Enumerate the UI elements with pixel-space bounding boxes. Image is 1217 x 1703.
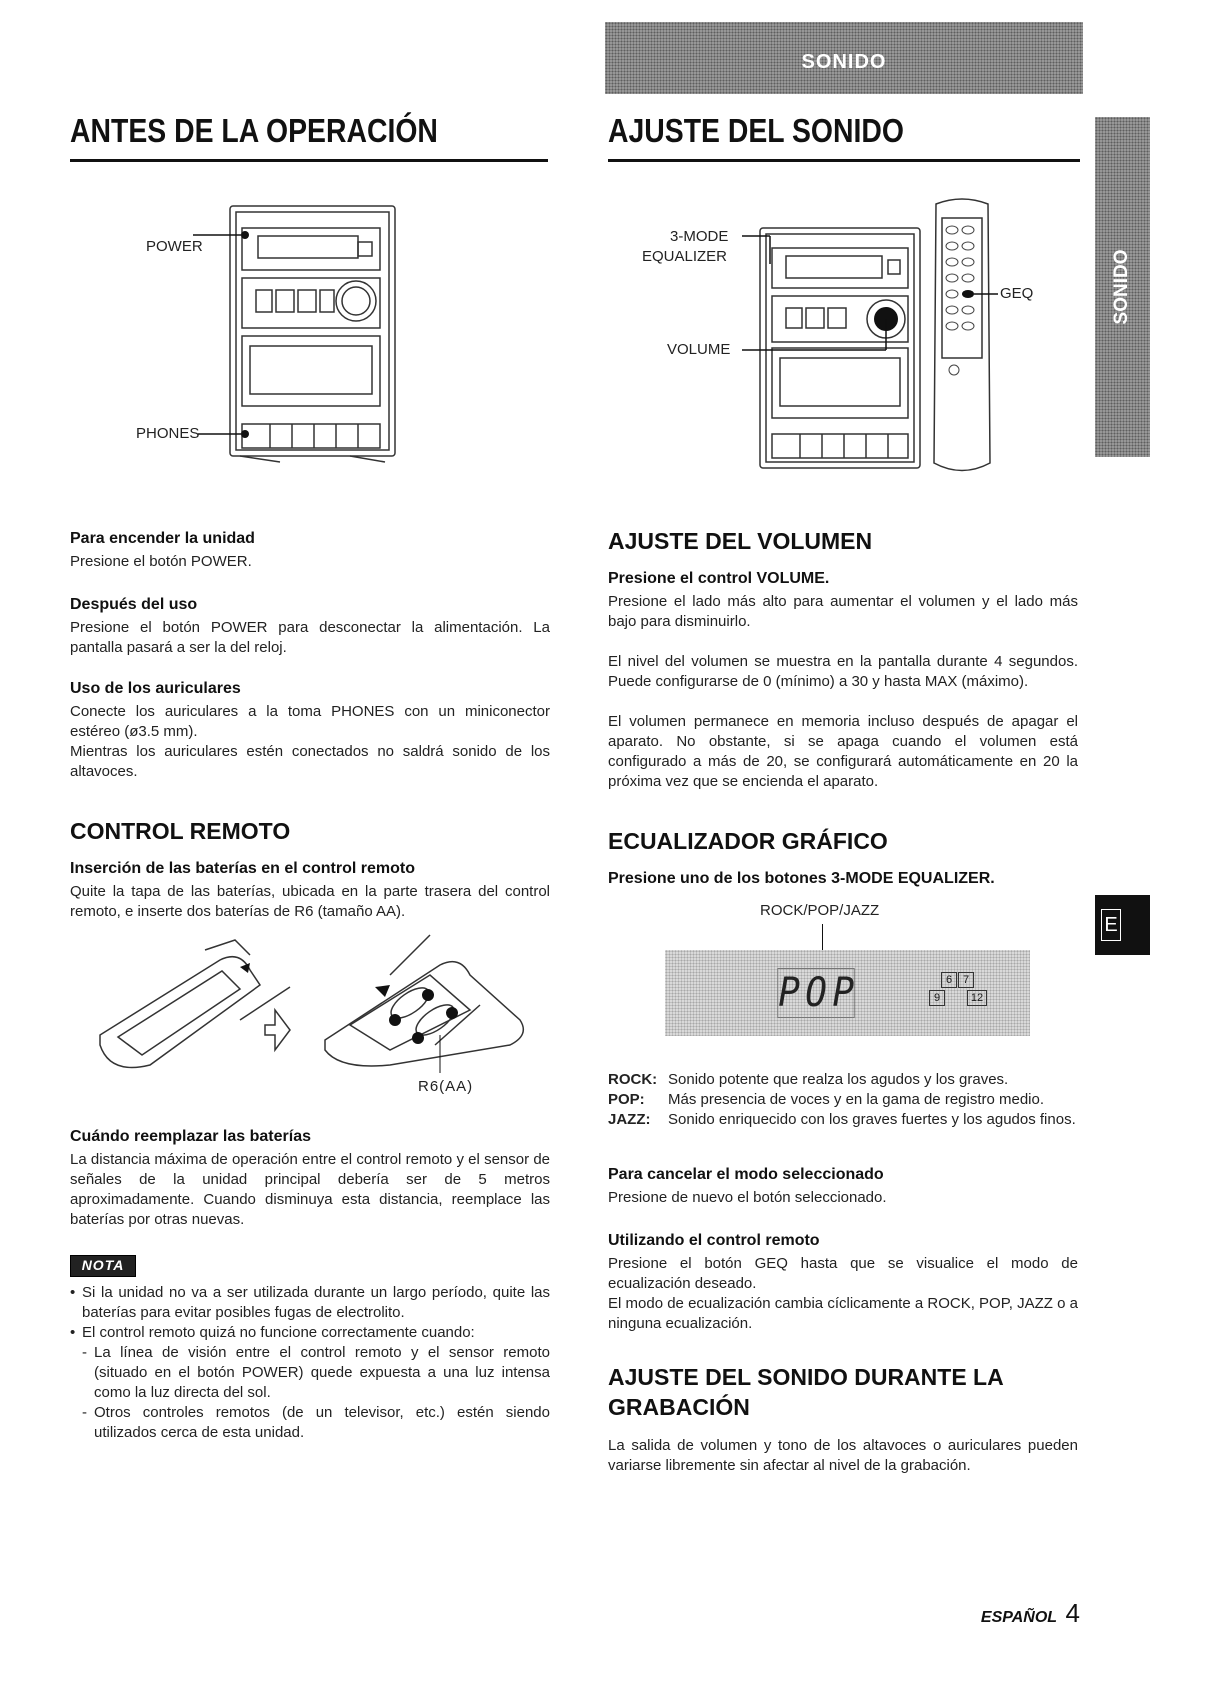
section-banner bbox=[605, 22, 1083, 94]
lcd-indicator-6: 6 bbox=[941, 972, 957, 988]
eq-def-key: ROCK: bbox=[608, 1071, 658, 1088]
volume-callout-label: VOLUME bbox=[667, 341, 731, 358]
eq-def-value: Sonido enriquecido con los graves fuertes y los agudos finos. bbox=[668, 1111, 1076, 1128]
volume-text-2: El nivel del volumen se muestra en la pantalla durante 4 segundos. Puede configurarse de 0 (mínimo) a 30 y hasta MAX (máximo). bbox=[608, 653, 1078, 690]
eq-def-value: Más presencia de voces y en la gama de registro medio. bbox=[668, 1091, 1045, 1108]
volume-section-title: AJUSTE DEL VOLUMEN bbox=[608, 528, 873, 554]
note-item-text: El control remoto quizá no funcione correctamente cuando: bbox=[82, 1324, 475, 1341]
phones-callout-label: PHONES bbox=[136, 425, 200, 442]
lcd-display bbox=[665, 950, 1030, 1036]
battery-insert-heading: Inserción de las baterías en el control remoto bbox=[70, 860, 415, 877]
after-use-heading: Después del uso bbox=[70, 596, 198, 613]
eq-def-row bbox=[608, 1070, 1078, 1090]
side-tab bbox=[1095, 117, 1150, 457]
battery-replace-heading: Cuándo reemplazar las baterías bbox=[70, 1128, 311, 1145]
note-list bbox=[70, 1283, 550, 1443]
note-item-text: Si la unidad no va a ser utilizada durante un largo período, quite las baterías para evitar posibles fugas de electrolito. bbox=[82, 1284, 550, 1321]
display-callout-label: ROCK/POP/JAZZ bbox=[760, 902, 880, 919]
after-use-text: Presione el botón POWER para desconectar la alimentación. La pantalla pasará a ser la del reloj. bbox=[70, 619, 550, 656]
recording-section-title-line1: AJUSTE DEL SONIDO DURANTE LA bbox=[608, 1364, 1004, 1390]
note-item: • El control remoto quizá no funcione correctamente cuando: bbox=[70, 1324, 475, 1341]
geq-callout-label: GEQ bbox=[1000, 285, 1034, 302]
lcd-indicator-9: 9 bbox=[929, 990, 945, 1006]
lcd-indicator-7: 7 bbox=[958, 972, 974, 988]
volume-heading: Presione el control VOLUME. bbox=[608, 570, 830, 587]
note-subitem-text: La línea de visión entre el control remoto y el sensor remoto (situado en el botón POWER) quede expuesta a una luz intensa como la luz directa del sol. bbox=[94, 1344, 550, 1401]
battery-insertion-figure bbox=[90, 925, 530, 1075]
volume-text-3: El volumen permanece en memoria incluso después de apagar el aparato. No obstante, si se apaga cuando el volumen está configurado a más de 20, se configurará automáticamente en 20 la próxima vez que se encienda el aparato. bbox=[608, 713, 1078, 790]
battery-replace-text: La distancia máxima de operación entre el control remoto y el sensor de señales de la unidad principal debería ser de 5 metros aproximadamente. Cuando disminuya esta distancia, reemplace las baterías por otras nuevas. bbox=[70, 1151, 550, 1228]
lcd-indicator-12: 12 bbox=[967, 990, 987, 1006]
cancel-mode-text: Presione de nuevo el botón seleccionado. bbox=[608, 1189, 887, 1206]
recording-text: La salida de volumen y tono de los altavoces o auriculares pueden variarse libremente sin afectar al nivel de la grabación. bbox=[608, 1437, 1078, 1474]
eq-mode-definitions bbox=[608, 1070, 1078, 1130]
eq-def-row bbox=[608, 1090, 1078, 1110]
remote-eq-text-2: El modo de ecualización cambia cíclicamente a ROCK, POP, JAZZ o a ninguna ecualización. bbox=[608, 1295, 1078, 1332]
headphones-heading: Uso de los auriculares bbox=[70, 680, 241, 697]
eq-def-row bbox=[608, 1110, 1078, 1130]
note-badge bbox=[70, 1255, 136, 1277]
remote-eq-heading: Utilizando el control remoto bbox=[608, 1232, 820, 1249]
language-tab-letter: E bbox=[1101, 909, 1121, 941]
note-subitem: - La línea de visión entre el control remoto y el sensor remoto (situado en el botón POWER) quede expuesta a una luz intensa como la luz directa del sol. bbox=[82, 1344, 550, 1401]
footer-language: ESPAÑOL bbox=[980, 1609, 1058, 1626]
power-callout-label: POWER bbox=[146, 238, 203, 255]
battery-size-label: R6(AA) bbox=[418, 1078, 474, 1095]
battery-insert-text: Quite la tapa de las baterías, ubicada en la parte trasera del control remoto, e inserte dos baterías de R6 (tamaño AA). bbox=[70, 883, 550, 920]
unit-and-remote-figure bbox=[740, 198, 1020, 480]
power-on-text: Presione el botón POWER. bbox=[70, 553, 252, 570]
banner-text: SONIDO bbox=[801, 51, 887, 73]
lcd-mode-text: POP bbox=[778, 970, 860, 1016]
eq-callout-label-1: 3-MODE bbox=[670, 228, 729, 245]
equalizer-heading: Presione uno de los botones 3-MODE EQUALIZER. bbox=[608, 870, 995, 887]
headphones-text-2: Mientras los auriculares estén conectados no saldrá sonido de los altavoces. bbox=[70, 743, 550, 780]
left-page-title: ANTES DE LA OPERACIÓN bbox=[70, 112, 438, 149]
note-item: • Si la unidad no va a ser utilizada durante un largo período, quite las baterías para evitar posibles fugas de electrolito. bbox=[70, 1284, 550, 1321]
headphones-text-1: Conecte los auriculares a la toma PHONES con un miniconector estéreo (ø3.5 mm). bbox=[70, 703, 550, 740]
volume-text-1: Presione el lado más alto para aumentar el volumen y el lado más bajo para disminuirlo. bbox=[608, 593, 1078, 630]
recording-section-title-line2: GRABACIÓN bbox=[608, 1394, 750, 1420]
eq-def-key: JAZZ: bbox=[608, 1111, 651, 1128]
footer-page-number: 4 bbox=[1065, 1598, 1080, 1628]
right-page-title: AJUSTE DEL SONIDO bbox=[608, 112, 904, 149]
equalizer-section-title: ECUALIZADOR GRÁFICO bbox=[608, 828, 888, 854]
right-title-rule bbox=[608, 159, 1080, 162]
remote-eq-text-1: Presione el botón GEQ hasta que se visualice el modo de ecualización deseado. bbox=[608, 1255, 1078, 1292]
cancel-mode-heading: Para cancelar el modo seleccionado bbox=[608, 1166, 884, 1183]
eq-def-value: Sonido potente que realza los agudos y los graves. bbox=[668, 1071, 1009, 1088]
note-badge-text: NOTA bbox=[81, 1257, 125, 1273]
language-tab bbox=[1095, 895, 1150, 955]
eq-def-key: POP: bbox=[608, 1091, 645, 1108]
left-title-rule bbox=[70, 159, 548, 162]
note-subitem-text: Otros controles remotos (de un televisor, etc.) estén siendo utilizados cerca de esta unidad. bbox=[94, 1404, 550, 1441]
side-tab-text: SONIDO bbox=[1111, 249, 1132, 325]
page-footer bbox=[950, 1598, 1080, 1629]
note-subitem: - Otros controles remotos (de un televisor, etc.) estén siendo utilizados cerca de esta unidad. bbox=[82, 1404, 550, 1441]
power-on-heading: Para encender la unidad bbox=[70, 530, 255, 547]
eq-callout-label-2: EQUALIZER bbox=[642, 248, 728, 265]
remote-control-title: CONTROL REMOTO bbox=[70, 818, 291, 844]
